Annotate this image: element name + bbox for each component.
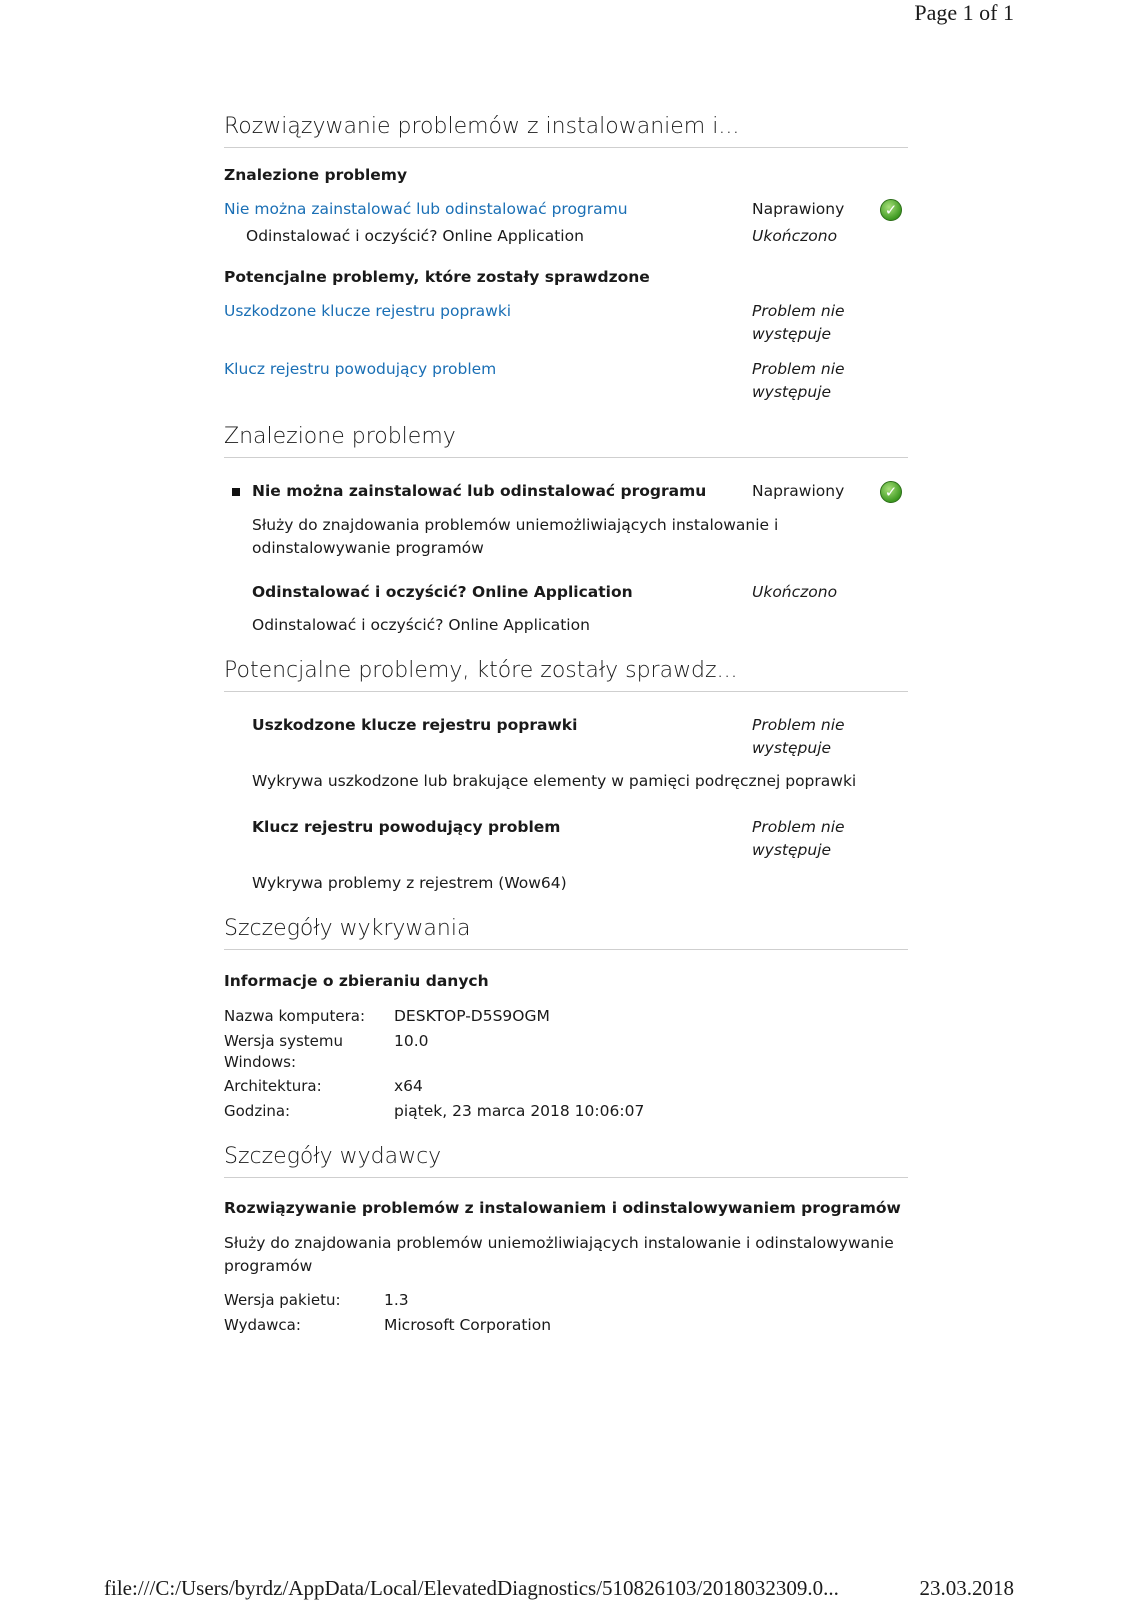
found-item-description	[252, 514, 778, 560]
summary-checked-status-1	[752, 300, 845, 346]
detail-label: Architektura:	[224, 1077, 322, 1095]
status-line: Problem nie	[752, 360, 845, 378]
checked-section-title: Potencjalne problemy, które zostały sprawdz...	[224, 658, 908, 692]
publisher-label: Wersja pakietu:	[224, 1291, 341, 1309]
desc-line: odinstalowywanie programów	[252, 539, 484, 557]
checked-item-title-2: Klucz rejestru powodujący problem	[252, 818, 561, 836]
summary-found-sub: Odinstalować i oczyścić? Online Application	[246, 227, 584, 245]
checked-item-status-1	[752, 714, 845, 760]
detection-subtitle: Informacje o zbieraniu danych	[224, 972, 489, 990]
detail-value: 10.0	[394, 1032, 429, 1050]
footer-file-path: file:///C:/Users/byrdz/AppData/Local/ElevatedDiagnostics/510826103/2018032309.0...	[104, 1576, 839, 1600]
publisher-subtitle: Rozwiązywanie problemów z instalowaniem i odinstalowywaniem programów	[224, 1199, 901, 1217]
found-sub-title: Odinstalować i oczyścić? Online Application	[252, 583, 633, 601]
summary-found-heading: Znalezione problemy	[224, 166, 408, 184]
found-sub-description: Odinstalować i oczyścić? Online Application	[252, 616, 590, 634]
detail-value: x64	[394, 1077, 423, 1095]
publisher-value: Microsoft Corporation	[384, 1316, 552, 1334]
summary-found-link[interactable]: Nie można zainstalować lub odinstalować programu	[224, 200, 628, 218]
summary-checked-heading: Potencjalne problemy, które zostały sprawdzone	[224, 268, 650, 286]
detail-value: DESKTOP-D5S9OGM	[394, 1007, 550, 1025]
publisher-label: Wydawca:	[224, 1316, 301, 1334]
desc-line: Służy do znajdowania problemów uniemożliwiających instalowanie i odinstalowywanie	[224, 1234, 894, 1252]
page-number: Page 1 of 1	[914, 0, 1014, 25]
detail-label: Godzina:	[224, 1102, 291, 1120]
status-line: występuje	[752, 325, 832, 343]
status-line: występuje	[752, 841, 832, 859]
found-item-status: Naprawiony	[752, 482, 845, 500]
check-icon: ✓	[880, 199, 902, 221]
summary-found-status: Naprawiony	[752, 200, 845, 218]
detection-title: Szczegóły wykrywania	[224, 916, 908, 950]
status-line: występuje	[752, 739, 832, 757]
detail-label: Nazwa komputera:	[224, 1007, 366, 1025]
summary-checked-link-2[interactable]: Klucz rejestru powodujący problem	[224, 360, 497, 378]
checked-item-description-1: Wykrywa uszkodzone lub brakujące elementy w pamięci podręcznej poprawki	[252, 772, 857, 790]
found-sub-status: Ukończono	[752, 583, 838, 601]
desc-line: Służy do znajdowania problemów uniemożliwiających instalowanie i	[252, 516, 779, 534]
label-line: Wersja systemu	[224, 1032, 344, 1050]
summary-checked-link-1[interactable]: Uszkodzone klucze rejestru poprawki	[224, 302, 512, 320]
publisher-value: 1.3	[384, 1291, 409, 1309]
checked-item-status-2	[752, 816, 845, 862]
summary-checked-status-2	[752, 358, 845, 404]
checked-item-description-2: Wykrywa problemy z rejestrem (Wow64)	[252, 874, 567, 892]
label-line: Windows:	[224, 1053, 297, 1071]
summary-found-sub-status: Ukończono	[752, 227, 838, 245]
bullet-icon	[232, 488, 240, 496]
found-item-title: Nie można zainstalować lub odinstalować programu	[252, 482, 707, 500]
check-icon: ✓	[880, 481, 902, 503]
publisher-description	[224, 1232, 894, 1278]
checked-item-title-1: Uszkodzone klucze rejestru poprawki	[252, 716, 578, 734]
desc-line: programów	[224, 1257, 313, 1275]
status-line: Problem nie	[752, 818, 845, 836]
status-line: Problem nie	[752, 302, 845, 320]
report-title: Rozwiązywanie problemów z instalowaniem i...	[224, 114, 908, 148]
status-line: Problem nie	[752, 716, 845, 734]
detail-label	[224, 1031, 343, 1073]
publisher-title: Szczegóły wydawcy	[224, 1144, 908, 1178]
detail-value: piątek, 23 marca 2018 10:06:07	[394, 1102, 645, 1120]
footer-date: 23.03.2018	[919, 1576, 1014, 1600]
found-section-title: Znalezione problemy	[224, 424, 908, 458]
status-line: występuje	[752, 383, 832, 401]
